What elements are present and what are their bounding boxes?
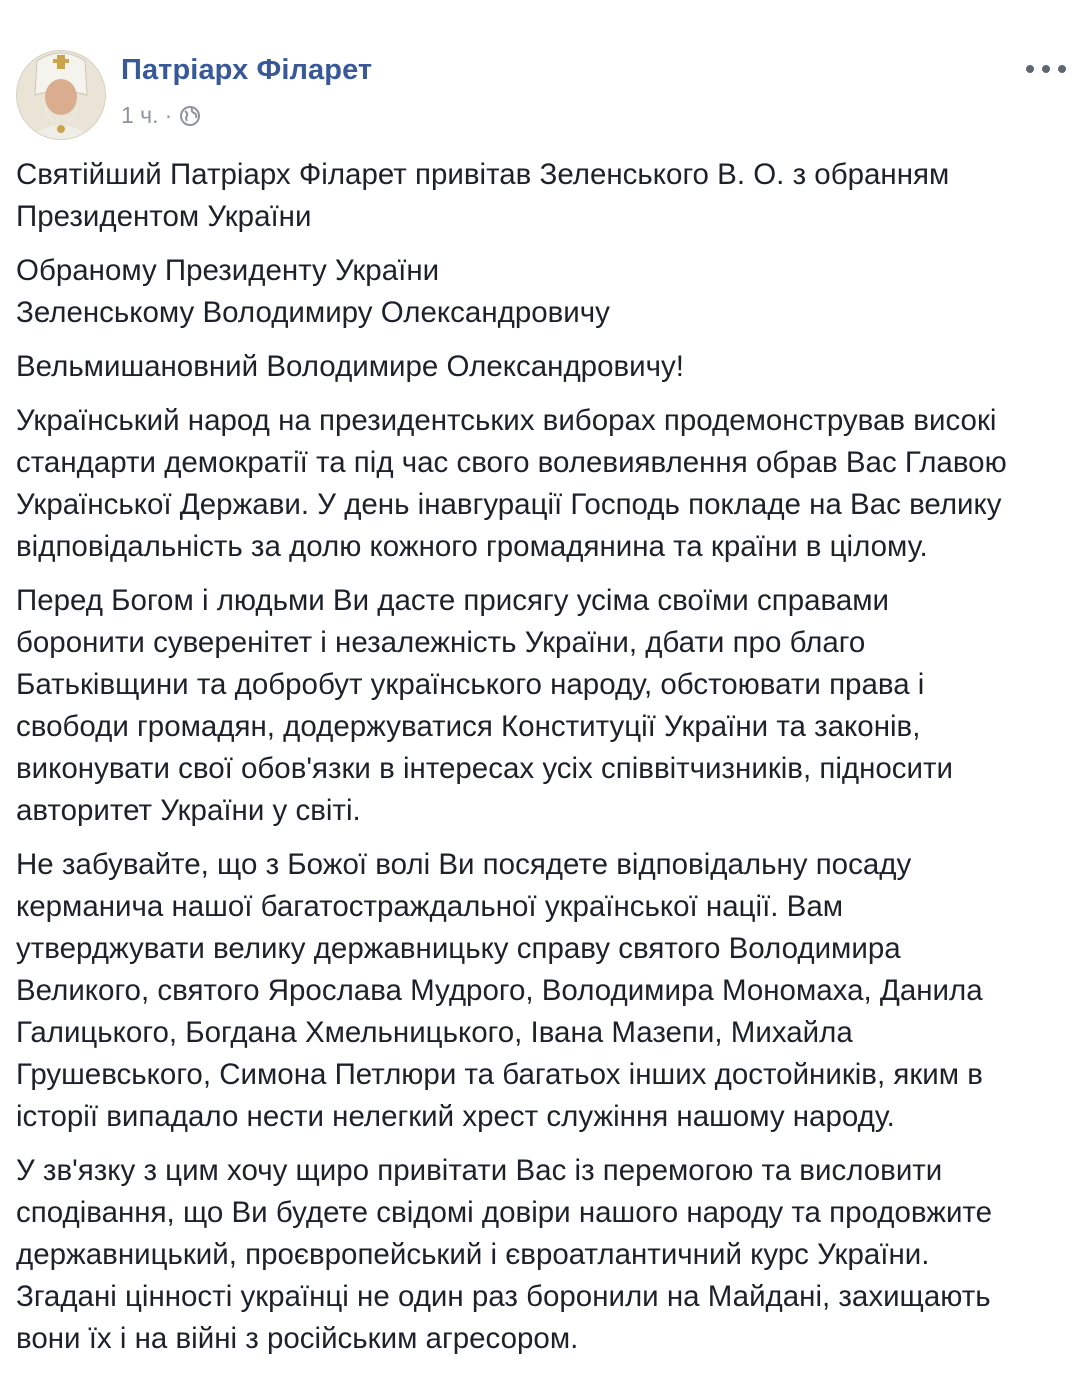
post-text-line: Галицького, Богдана Хмельницького, Івана Мазепи, Михайла [16,1016,853,1049]
post-text-line: керманича нашої багатостраждальної української нації. Вам [16,890,844,923]
post-text-line: Вельмишановний Володимире Олександровичу! [16,350,684,383]
post-text-line: Великого, святого Ярослава Мудрого, Володимира Мономаха, Данила [16,974,983,1007]
post-text-line: Український народ на президентських виборах продемонстрував високі [16,404,997,437]
post-text-line: відповідальність за долю кожного громадянина та країни в цілому. [16,530,928,563]
post-text-line: Святійший Патріарх Філарет привітав Зеленського В. О. з обранням [16,158,950,191]
post-paragraph [16,580,1066,832]
post-paragraph [16,154,1066,238]
post-text-line: авторитет України у світі. [16,794,361,827]
post-text-line: У зв'язку з цим хочу щиро привітати Вас із перемогою та висловити [16,1154,943,1187]
post-paragraph [16,346,1066,388]
post-timestamp[interactable]: 1 ч. [121,102,159,128]
post-text [16,154,1066,1372]
post-paragraph [16,400,1066,568]
post-text-line: Батьківщини та добробут українського народу, обстоювати права і [16,668,925,701]
post-header [16,48,1066,140]
post-paragraph [16,844,1066,1138]
avatar-photo [17,51,105,139]
more-options-icon[interactable] [1026,54,1066,84]
post-meta [121,102,202,129]
post-text-line: Згадані цінності українці не один раз боронили на Майдані, захищають [16,1280,991,1313]
post-text-line: сподівання, що Ви будете свідомі довіри нашого народу та продовжите [16,1196,993,1229]
post-text-line: Перед Богом і людьми Ви дасте присягу усіма своїми справами [16,584,890,617]
post-text-line: утверджувати велику державницьку справу святого Володимира [16,932,901,965]
post-text-line: свободи громадян, додержуватися Конституції України та законів, [16,710,921,743]
author-name-link[interactable]: Патріарх Філарет [121,54,373,86]
globe-icon[interactable] [178,104,202,128]
post-text-line: вони їх і на війні з російським агресором. [16,1322,579,1355]
post-text-line: боронити суверенітет і незалежність України, дбати про благо [16,626,866,659]
post-text-line: виконувати свої обов'язки в інтересах усіх співвітчизників, підносити [16,752,953,785]
author-avatar[interactable] [16,50,106,140]
post-text-line: історії випадало нести нелегкий хрест служіння нашому народу. [16,1100,895,1133]
post-text-line: Президентом України [16,200,312,233]
post-text-line: стандарти демократії та під час свого волевиявлення обрав Вас Главою [16,446,1007,479]
post-paragraph [16,250,1066,334]
post-paragraph [16,1150,1066,1360]
post-text-line: Обраному Президенту України [16,254,440,287]
post-text-line: Зеленському Володимиру Олександровичу [16,296,610,329]
post-text-line: Української Держави. У день інавгурації Господь покладе на Вас велику [16,488,1002,521]
post-text-line: Не забувайте, що з Божої волі Ви посядете відповідальну посаду [16,848,912,881]
post-text-line: державницький, проєвропейський і євроатлантичний курс України. [16,1238,930,1271]
meta-separator: · [164,102,173,128]
post-text-line: Грушевського, Симона Петлюри та багатьох інших достойників, яким в [16,1058,983,1091]
